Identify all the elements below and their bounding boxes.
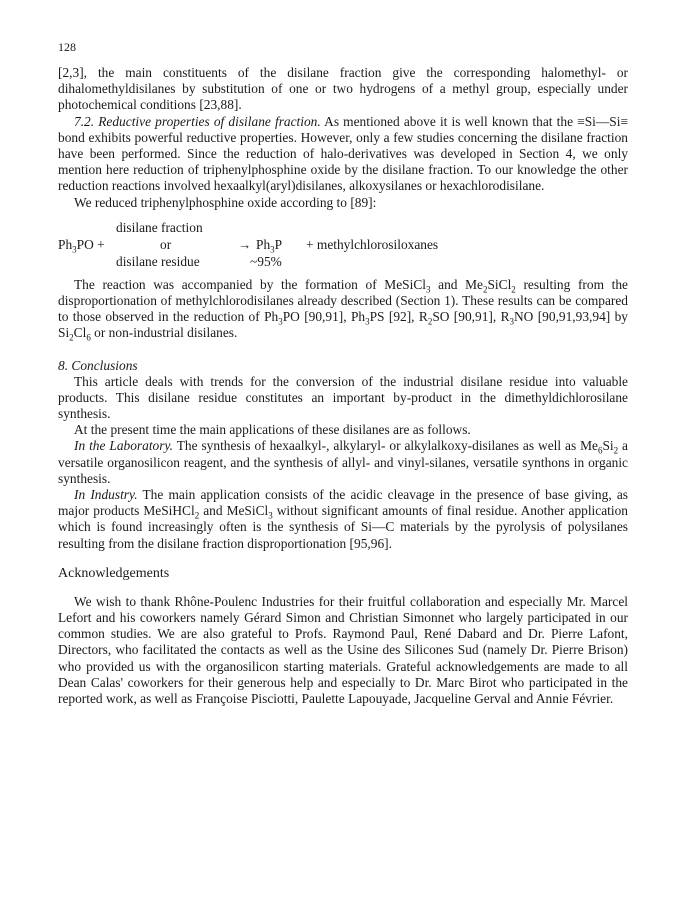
reaction-paragraph: The reaction was accompanied by the formation of MeSiCl$_3$ and $Me_2SiCl_2$ resulting from the disproportionation of methylchlorodisilanes already described (Section 1). These results can be compared to those observed in the reduction of $Ph_3PO$ [90,91], $Ph_3PS$ [92], $R_2SO$ [90,91], $R_3NO$ [90,91,93,94] by $Si_2Cl_6$ or non-industrial disilanes.	[58, 276, 629, 344]
page-number: 128	[58, 40, 76, 54]
section-7-2-title: 7.2. Reductive properties of disilane fraction.	[74, 113, 321, 129]
equation-condition-or: or	[160, 236, 172, 252]
equation-product: $Ph_3P$	[256, 236, 283, 255]
paragraph-disilane-substitution: [2,3], the main constituents of the disilane fraction give the corresponding halomethyl- or dihalomethyldisilanes by substitution of one or two hydrogens of a methyl group, especially under photochemical conditions [23,88].	[58, 65, 628, 113]
equation-byproduct: + methylchlorosiloxanes	[306, 236, 439, 252]
page	[58, 40, 628, 707]
equation-reactant: $Ph_3PO$ +	[58, 236, 105, 255]
conclusions-paragraph-1: This article deals with trends for the conversion of the industrial disilane residue into valuable products. This disilane residue constitutes an important by-product in the dimethyldichlorosilane synthesis.	[58, 373, 628, 422]
laboratory-label: In the Laboratory.	[74, 438, 174, 454]
reaction-equation	[58, 217, 628, 271]
conclusions-laboratory: In the Laboratory. The synthesis of hexaalkyl-, alkylaryl- or alkylalkoxy-disilanes as well as $Me_6Si_2$ a versatile organosilicon reagent, and the synthesis of allyl- and vinyl-silanes, versatile synthons in organic synthesis.	[58, 438, 629, 486]
industry-label: In Industry.	[74, 487, 138, 503]
section-7-2-text: As mentioned above it is well known that the ≡Si—Si≡ bond exhibits powerful reductive properties. However, only a few studies concerning the disilane fraction have been performed. Since the reduction of halo-derivatives was developed in Section 4, we only mention here reduction of triphenylphosphine oxide by the disilane fraction. To our knowledge the other reduction reactions involved hexaalkyl(aryl)disilanes, alkoxysilanes or hexachlorodisilane.	[58, 113, 628, 194]
equation-condition-bottom: disilane residue	[116, 253, 200, 269]
acknowledgements-text: We wish to thank Rhône-Poulenc Industries for their fruitful collaboration and especially Mr. Marcel Lefort and his coworkers namely Gérard Simon and Christian Simonnet who largely participated in our common studies. We are also grateful to Profs. Raymond Paul, René Dabard and Dr. Pierre Lafont, Directors, who facilitated the contacts as well as the Usine des Silicones Sud (namely Dr. Pierre Brison) who provided us with the organosilicon starting materials. Grateful acknowledgements are made to all Dean Calas' coworkers for their generous help and especially to Dr. Marc Birot who participated in the reported work, as well as Françoise Pisciotti, Paulette Lapouyade, Jacqueline Gerval and Annie Février.	[58, 593, 628, 707]
section-7-2-paragraph	[58, 114, 628, 195]
equation-condition-top: disilane fraction	[116, 219, 203, 235]
conclusions-industry: In Industry. The main application consists of the acidic cleavage in the presence of base giving, as major products MeSiHCl$_2$ and MeSiCl$_3$ without significant amounts of final residue. Another application which is found increasingly often is the synthesis of Si—C materials by the pyrolysis of polysilanes resulting from the disilane fraction disproportionation [95,96].	[58, 487, 628, 551]
reduction-intro: We reduced triphenylphosphine oxide according to [89]:	[74, 194, 377, 210]
conclusions-paragraph-2: At the present time the main applications of these disilanes are as follows.	[74, 422, 471, 438]
equation-yield: ~95%	[250, 253, 282, 269]
conclusions-heading: 8. Conclusions	[58, 357, 138, 373]
acknowledgements-heading: Acknowledgements	[58, 565, 170, 581]
equation-arrow: →	[238, 236, 252, 252]
